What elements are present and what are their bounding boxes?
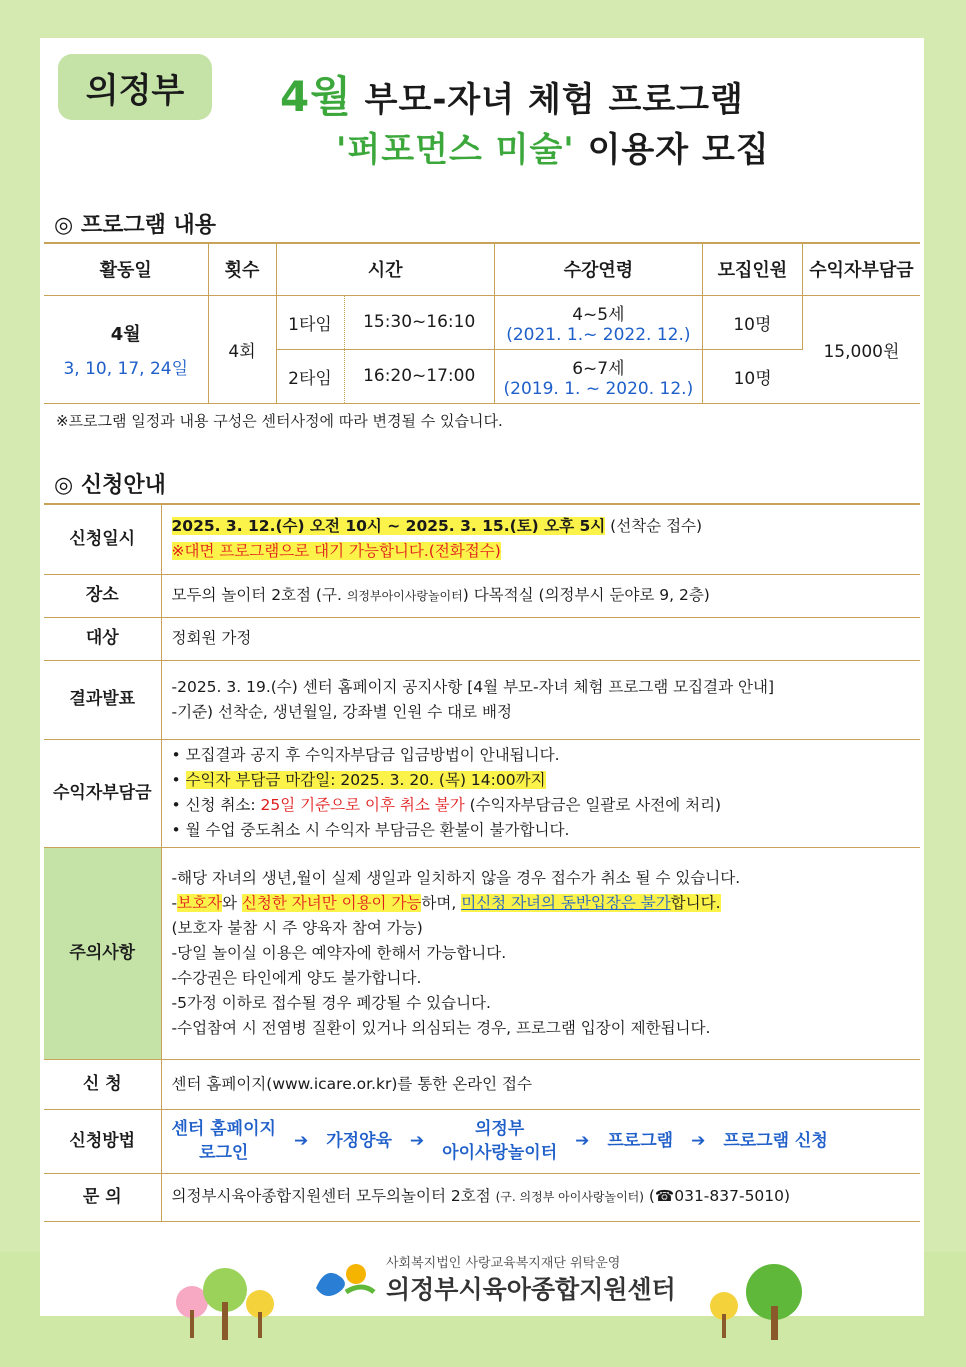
age-1: 4~5세 — [572, 304, 625, 325]
slot-1: 1타임 — [276, 295, 344, 349]
caution-2-f: 미신청 자녀의 동반입장은 불가 — [461, 893, 671, 912]
col-date: 활동일 — [44, 243, 208, 295]
capacity-1: 10명 — [702, 295, 802, 349]
step-program: 프로그램 — [607, 1131, 674, 1151]
org-logo-icon — [306, 1258, 378, 1302]
program-section-title: ◎ 프로그램 내용 — [54, 213, 217, 238]
fee-info-cell — [161, 739, 920, 847]
fee-deadline: 수익자 부담금 마감일: 2025. 3. 20. (목) 14:00까지 — [185, 771, 546, 789]
place-label: 장소 — [44, 574, 161, 617]
step-playground: 의정부 아이사랑놀이터 — [442, 1119, 558, 1163]
result-cell — [161, 660, 920, 739]
caution-line-4: -당일 놀이실 이용은 예약자에 한해서 가능합니다. — [171, 943, 507, 962]
contact-cell — [161, 1173, 920, 1221]
period-note: ※대면 프로그램으로 대기 가능합니다.(전화접수) — [171, 542, 501, 561]
caution-2-e: 하며, — [421, 893, 462, 912]
caution-line-6: -5가정 이하로 접수될 경우 폐강될 수 있습니다. — [171, 993, 491, 1012]
col-sessions: 횟수 — [208, 243, 276, 295]
method-steps — [172, 1117, 921, 1165]
period-cell — [161, 504, 920, 574]
caution-2-g: 합니다. — [670, 893, 721, 912]
age-1-cell — [494, 295, 702, 349]
org-name: 의정부시육아종합지원센터 — [386, 1275, 676, 1304]
sessions-cell: 4회 — [208, 295, 276, 403]
capacity-2: 10명 — [702, 349, 802, 403]
tree-cluster-left-icon — [170, 1262, 280, 1342]
region-badge: 의정부 — [58, 54, 212, 120]
caution-line-3: (보호자 불참 시 주 양육자 참여 가능) — [171, 918, 423, 937]
fee-cancel-rule: 25일 기준으로 이후 취소 불가 — [260, 796, 465, 814]
fee-cell: 15,000원 — [802, 295, 920, 403]
title-month: 4월 — [280, 72, 352, 121]
place-text-a: 모두의 놀이터 2호점 (구. — [171, 585, 347, 604]
date-month: 4월 — [110, 323, 141, 345]
fee-label: 수익자부담금 — [44, 739, 161, 847]
col-capacity: 모집인원 — [702, 243, 802, 295]
contact-label: 문 의 — [44, 1173, 161, 1221]
time-2: 16:20~17:00 — [344, 349, 494, 403]
col-time: 시간 — [276, 243, 494, 295]
program-note: ※프로그램 일정과 내용 구성은 센터사정에 따라 변경될 수 있습니다. — [56, 412, 503, 430]
slot-2: 2타임 — [276, 349, 344, 403]
apply-value: 센터 홈페이지(www.icare.or.kr)를 통한 온라인 접수 — [161, 1059, 920, 1109]
date-cell — [44, 295, 208, 403]
period-suffix: (선착순 접수) — [605, 517, 703, 536]
place-text-c: ) 다목적실 (의정부시 둔야로 9, 2층) — [462, 585, 710, 604]
target-value: 정회원 가정 — [161, 617, 920, 660]
arrow-right-icon: ➔ — [293, 1131, 309, 1151]
place-cell — [161, 574, 920, 617]
fee-line-1: • 모집결과 공지 후 수익자부담금 입금방법이 안내됩니다. — [171, 746, 560, 764]
contact-b: (구. 의정부 아이사랑놀이터) — [495, 1190, 644, 1204]
fee-line-4: • 월 수업 중도취소 시 수익자 부담금은 환불이 불가합니다. — [171, 821, 570, 839]
step-program-apply: 프로그램 신청 — [723, 1131, 828, 1151]
title-program: '퍼포먼스 미술' — [336, 130, 575, 170]
fee-line-3-c: (수익자부담금은 일괄로 사전에 처리) — [464, 796, 722, 814]
caution-2-a: - — [171, 893, 178, 912]
caution-line-2 — [172, 891, 921, 916]
period-label: 신청일시 — [44, 504, 161, 574]
caution-cell — [161, 847, 920, 1059]
caution-line-7: -수업참여 시 전염병 질환이 있거나 의심되는 경우, 프로그램 입장이 제한됩니다. — [171, 1018, 711, 1037]
arrow-right-icon: ➔ — [691, 1131, 706, 1151]
fee-line-3-a: • 신청 취소: — [171, 796, 261, 814]
program-table — [44, 242, 920, 404]
step-parenting: 가정양육 — [326, 1131, 392, 1151]
arrow-right-icon: ➔ — [409, 1131, 425, 1151]
contact-a: 의정부시육아종합지원센터 모두의놀이터 2호점 — [171, 1187, 496, 1205]
org-logo — [306, 1252, 686, 1308]
method-cell — [161, 1109, 920, 1173]
result-label: 결과발표 — [44, 660, 161, 739]
poster-sheet — [40, 38, 924, 1316]
age-2: 6~7세 — [572, 358, 625, 379]
date-days: 3, 10, 17, 24일 — [63, 358, 189, 379]
birth-2: (2019. 1. ~ 2020. 12.) — [503, 378, 694, 399]
caution-2-c: 와 — [222, 893, 242, 912]
caution-line-1: -해당 자녀의 생년,월이 실제 생일과 일치하지 않을 경우 접수가 취소 될 수 있습니다. — [171, 868, 741, 887]
birth-1: (2021. 1.~ 2022. 12.) — [506, 324, 691, 345]
title-line-2 — [336, 122, 770, 171]
result-line-1: -2025. 3. 19.(수) 센터 홈페이지 공지사항 [4월 부모-자녀 체험 프로그램 모집결과 안내] — [171, 677, 774, 696]
age-2-cell — [494, 349, 702, 403]
step-login: 센터 홈페이지 로그인 — [171, 1119, 276, 1163]
caution-line-5: -수강권은 타인에게 양도 불가합니다. — [171, 968, 422, 987]
apply-section-title: ◎ 신청안내 — [54, 473, 166, 498]
caution-2-d: 신청한 자녀만 이용이 가능 — [241, 893, 422, 912]
arrow-right-icon: ➔ — [575, 1131, 590, 1151]
apply-label: 신 청 — [44, 1059, 161, 1109]
title-rest: 부모-자녀 체험 프로그램 — [351, 80, 744, 120]
caution-2-b: 보호자 — [177, 893, 223, 912]
target-label: 대상 — [44, 617, 161, 660]
fee-line-2 — [172, 768, 921, 793]
result-line-2: -기준) 선착순, 생년월일, 강좌별 인원 수 대로 배정 — [171, 702, 512, 721]
place-text-b: 의정부아이사랑놀이터 — [346, 588, 463, 603]
contact-phone: (☎031-837-5010) — [643, 1187, 791, 1205]
fee-line-3 — [172, 793, 921, 818]
col-fee: 수익자부담금 — [802, 243, 920, 295]
col-age: 수강연령 — [494, 243, 702, 295]
period-value: 2025. 3. 12.(수) 오전 10시 ~ 2025. 3. 15.(토) 오후 5시 — [171, 517, 606, 536]
tree-cluster-right-icon — [704, 1262, 814, 1342]
method-label: 신청방법 — [44, 1109, 161, 1173]
time-1: 15:30~16:10 — [344, 295, 494, 349]
fee-line-2-bullet: • — [171, 771, 186, 789]
org-subtitle: 사회복지법인 사랑교육복지재단 위탁운영 — [386, 1256, 621, 1271]
caution-label: 주의사항 — [44, 847, 161, 1059]
apply-table — [44, 503, 920, 1222]
title-line-1 — [280, 64, 744, 124]
title-end: 이용자 모집 — [574, 130, 770, 170]
